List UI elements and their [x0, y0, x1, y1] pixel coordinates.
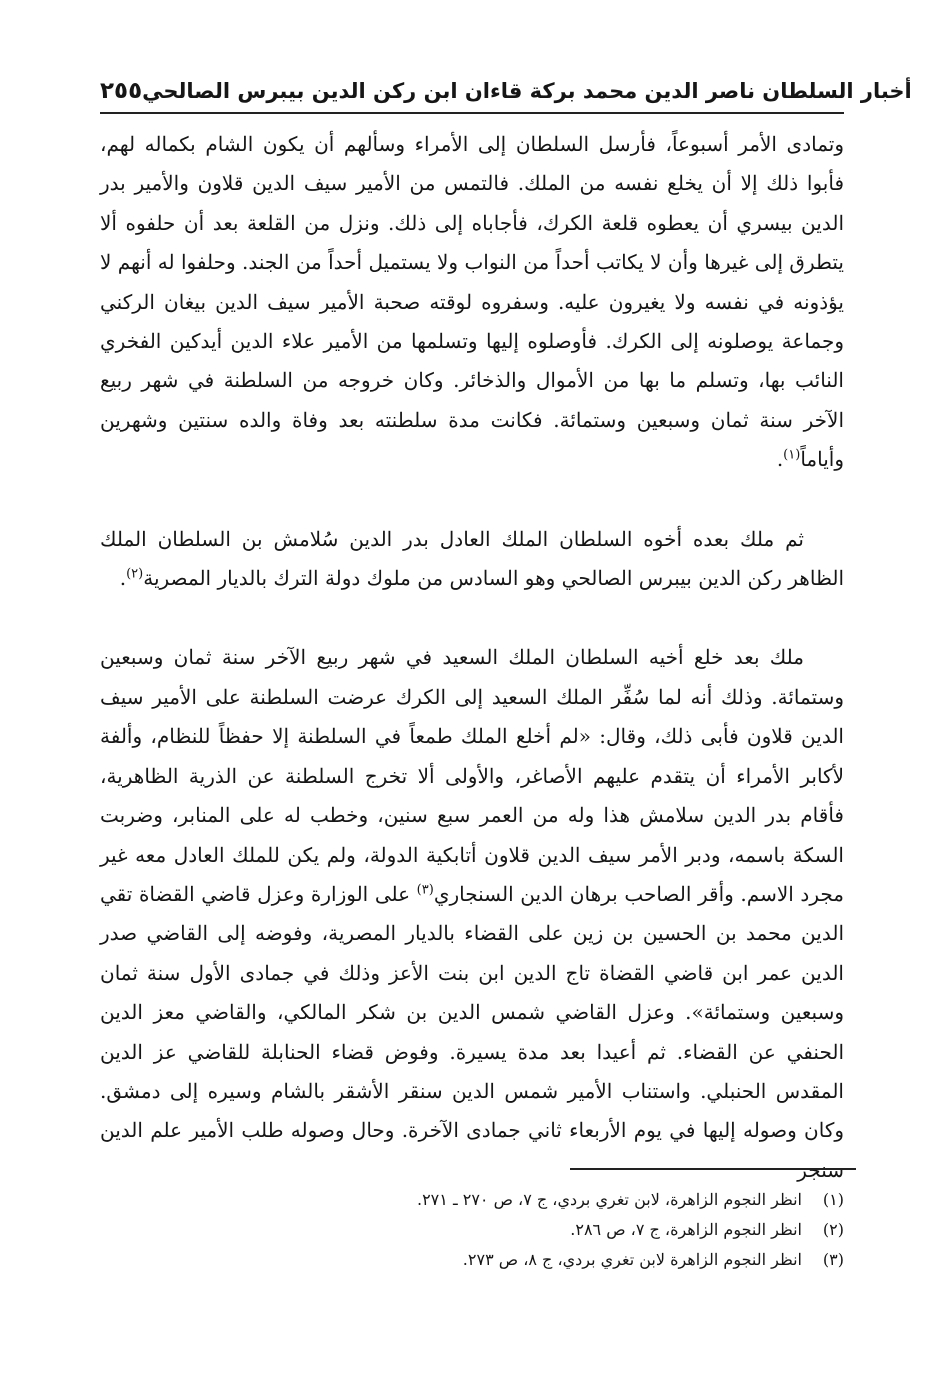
paragraph-1-end: . [776, 447, 784, 472]
paragraph-1 [100, 125, 844, 480]
footnote-2 [300, 1215, 844, 1245]
footnotes [300, 1185, 844, 1275]
footnote-ref-1: (١) [783, 447, 801, 463]
paragraph-2-end: . [119, 566, 127, 591]
footnote-number: (٣) [822, 1250, 844, 1269]
paragraph-2 [100, 520, 844, 599]
paragraph-1-text: وتمادى الأمر أسبوعاً، فأرسل السلطان إلى الأمراء وسألهم أن يكون الشام بكماله لهم، فأبوا ذلك إلا أن يخلع نفسه من الملك. فالتمس من الأمير سيف الدين قلاون والأمير بدر الدين بيسري أن يعطوه قلعة الكرك، فأجاباه إلى ذلك. ونزل من القلعة بعد أن حلفوه ألا يتطرق إلى غيرها وأن لا يكاتب أحداً من النواب ولا يستميل أحداً من الجند. وحلفوا له أنهم لا يؤذونه في نفسه ولا يغيرون عليه. وسفروه لوقته صحبة الأمير سيف الدين بيغان الركني وجماعة يوصلونه إلى الكرك. فأوصلوه إليها وتسلمها من الأمير علاء الدين أيدكين الفخري النائب بها، وتسلم ما بها من الأموال والذخائر. وكان خروجه من السلطنة في شهر ربيع الآخر سنة ثمان وسبعين وستمائة. فكانت مدة سلطنته بعد وفاة والده سنتين وشهرين وأياماً [100, 132, 845, 472]
footnote-number: (١) [822, 1190, 844, 1209]
page-number: ٢٥٥ [100, 78, 143, 104]
footnote-3 [300, 1245, 844, 1275]
footnote-ref-2: (٢) [126, 566, 144, 582]
footnote-text: انظر النجوم الزاهرة، لابن تغري بردي، ج ٧، ص ٢٧٠ ـ ٢٧١. [416, 1190, 802, 1209]
page-header [100, 78, 912, 114]
running-title: أخبار السلطان ناصر الدين محمد بركة قاءان ابن ركن الدين بيبرس الصالحي [142, 79, 912, 103]
paragraph-3 [100, 638, 844, 1190]
footnote-text: انظر النجوم الزاهرة لابن تغري بردي، ج ٨، ص ٢٧٣. [462, 1250, 802, 1269]
footnote-text: انظر النجوم الزاهرة، ج ٧، ص ٢٨٦. [570, 1220, 802, 1239]
page-body [100, 125, 844, 1190]
paragraph-2-text: ثم ملك بعده أخوه السلطان الملك العادل بدر الدين سُلامش بن السلطان الملك الظاهر ركن الدين بيبرس الصالحي وهو السادس من ملوك دولة الترك بالديار المصرية [100, 526, 844, 591]
footnote-ref-3: (٣) [416, 882, 434, 898]
paragraph-3-text-a: ملك بعد خلع أخيه السلطان الملك السعيد في شهر ربيع الآخر سنة ثمان وسبعين وستمائة. وذلك أنه لما سُفِّر الملك السعيد إلى الكرك عرضت السلطنة على الأمير سيف الدين قلاون فأبى ذلك، وقال: «لم أخلع الملك طمعاً في السلطنة إلا حفظاً للنظام، وألفة لأكابر الأمراء أن يتقدم عليهم الأصاغر، والأولى ألا تخرج السلطنة عن الذرية الظاهرية، فأقام بدر الدين سلامش هذا وله من العمر سبع سنين، وخطب له على المنابر، وضربت السكة باسمه، ودبر الأمر سيف الدين قلاون أتابكية الدولة، ولم يكن للملك العادل معه غير مجرد الاسم. وأقر الصاحب برهان الدين السنجاري [100, 645, 844, 906]
footnote-divider [570, 1168, 856, 1170]
paragraph-3-text-b: على الوزارة وعزل قاضي القضاة تقي الدين محمد بن الحسين بن زين على القضاء بالديار المصرية، وفوضه إلى القاضي صدر الدين عمر ابن قاضي القضاة تاج الدين ابن بنت الأعز وذلك في جمادى الأول سنة ثمان وسبعين وستمائة». وعزل القاضي شمس الدين بن شكر المالكي، والقاضي معز الدين الحنفي عن القضاء. ثم أعيدا بعد مدة يسيرة. وفوض قضاء الحنابلة للقاضي عز الدين المقدس الحنبلي. واستناب الأمير شمس الدين سنقر الأشقر بالشام وسيره إلى دمشق. وكان وصوله إليها في يوم الأربعاء ثاني جمادى الآخرة. وحال وصوله طلب الأمير علم الدين سنجر [100, 881, 845, 1182]
footnote-1 [300, 1185, 844, 1215]
footnote-number: (٢) [822, 1220, 844, 1239]
